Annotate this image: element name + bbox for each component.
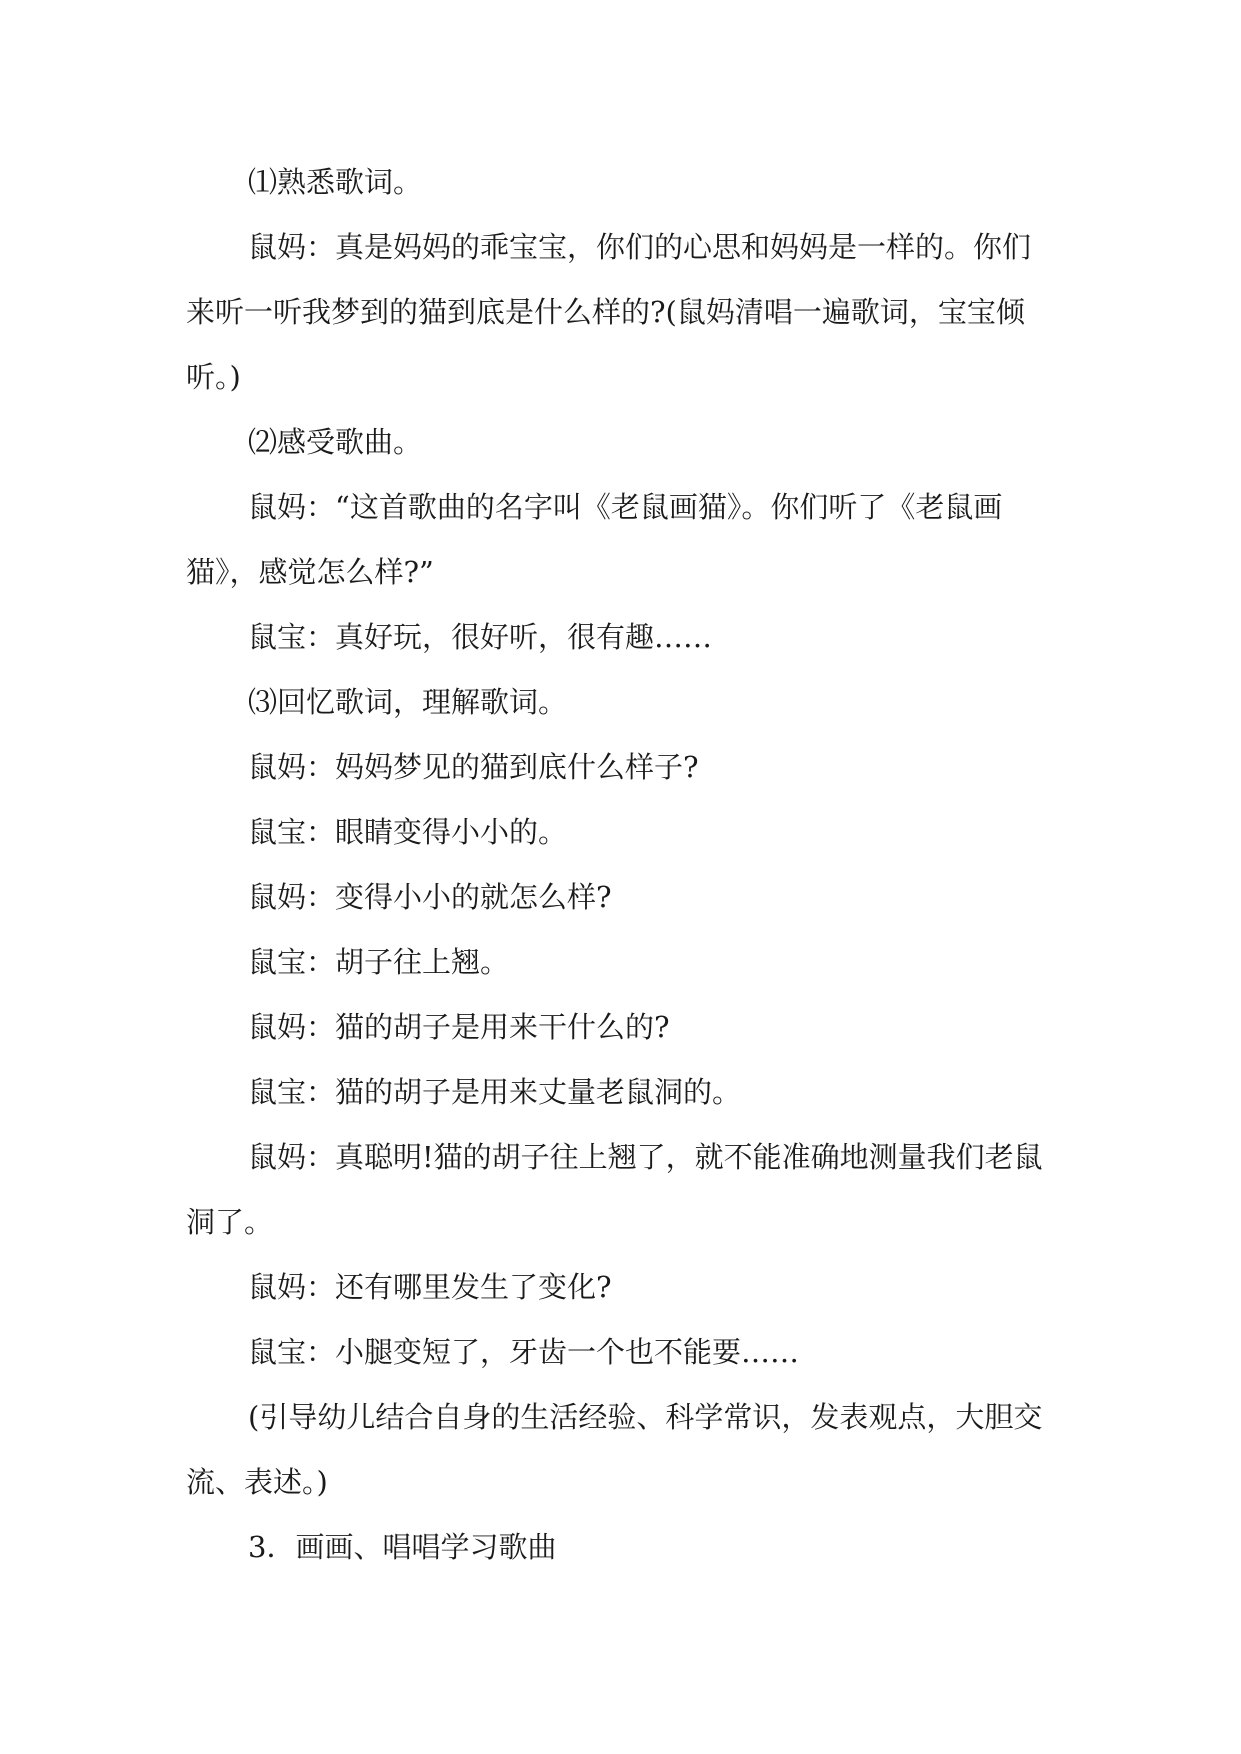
paragraph-mother-dialogue: 鼠妈：真是妈妈的乖宝宝，你们的心思和妈妈是一样的。你们来听一听我梦到的猫到底是什么样的?(鼠妈清唱一遍歌词，宝宝倾听。) xyxy=(186,230,1032,394)
paragraph-mother-dialogue: 鼠妈：变得小小的就怎么样? xyxy=(248,880,612,914)
paragraph-step-1-heading: ⑴熟悉歌词。 xyxy=(248,165,423,199)
paragraph-mother-dialogue: 鼠妈：妈妈梦见的猫到底什么样子? xyxy=(248,750,699,784)
paragraph-mother-dialogue: 鼠妈：猫的胡子是用来干什么的? xyxy=(248,1010,670,1044)
paragraph-baby-dialogue: 鼠宝：胡子往上翘。 xyxy=(248,945,510,979)
paragraph-step-2-heading: ⑵感受歌曲。 xyxy=(248,425,423,459)
paragraph-mother-dialogue: 鼠妈：“这首歌曲的名字叫《老鼠画猫》。你们听了《老鼠画猫》，感觉怎么样?” xyxy=(186,490,1003,589)
paragraph-mother-dialogue: 鼠妈：还有哪里发生了变化? xyxy=(248,1270,612,1304)
paragraph-guidance-note: (引导幼儿结合自身的生活经验、科学常识，发表观点，大胆交流、表述。) xyxy=(186,1400,1043,1499)
paragraph-section-3-heading: 3．画画、唱唱学习歌曲 xyxy=(248,1530,557,1564)
document-body xyxy=(186,150,1056,1580)
paragraph-step-3-heading: ⑶回忆歌词，理解歌词。 xyxy=(248,685,568,719)
paragraph-baby-dialogue: 鼠宝：猫的胡子是用来丈量老鼠洞的。 xyxy=(248,1075,742,1109)
paragraph-baby-dialogue: 鼠宝：眼睛变得小小的。 xyxy=(248,815,568,849)
paragraph-baby-dialogue: 鼠宝：真好玩，很好听，很有趣…… xyxy=(248,620,713,654)
paragraph-baby-dialogue: 鼠宝：小腿变短了，牙齿一个也不能要…… xyxy=(248,1335,800,1369)
paragraph-mother-dialogue: 鼠妈：真聪明!猫的胡子往上翘了，就不能准确地测量我们老鼠洞了。 xyxy=(186,1140,1043,1239)
